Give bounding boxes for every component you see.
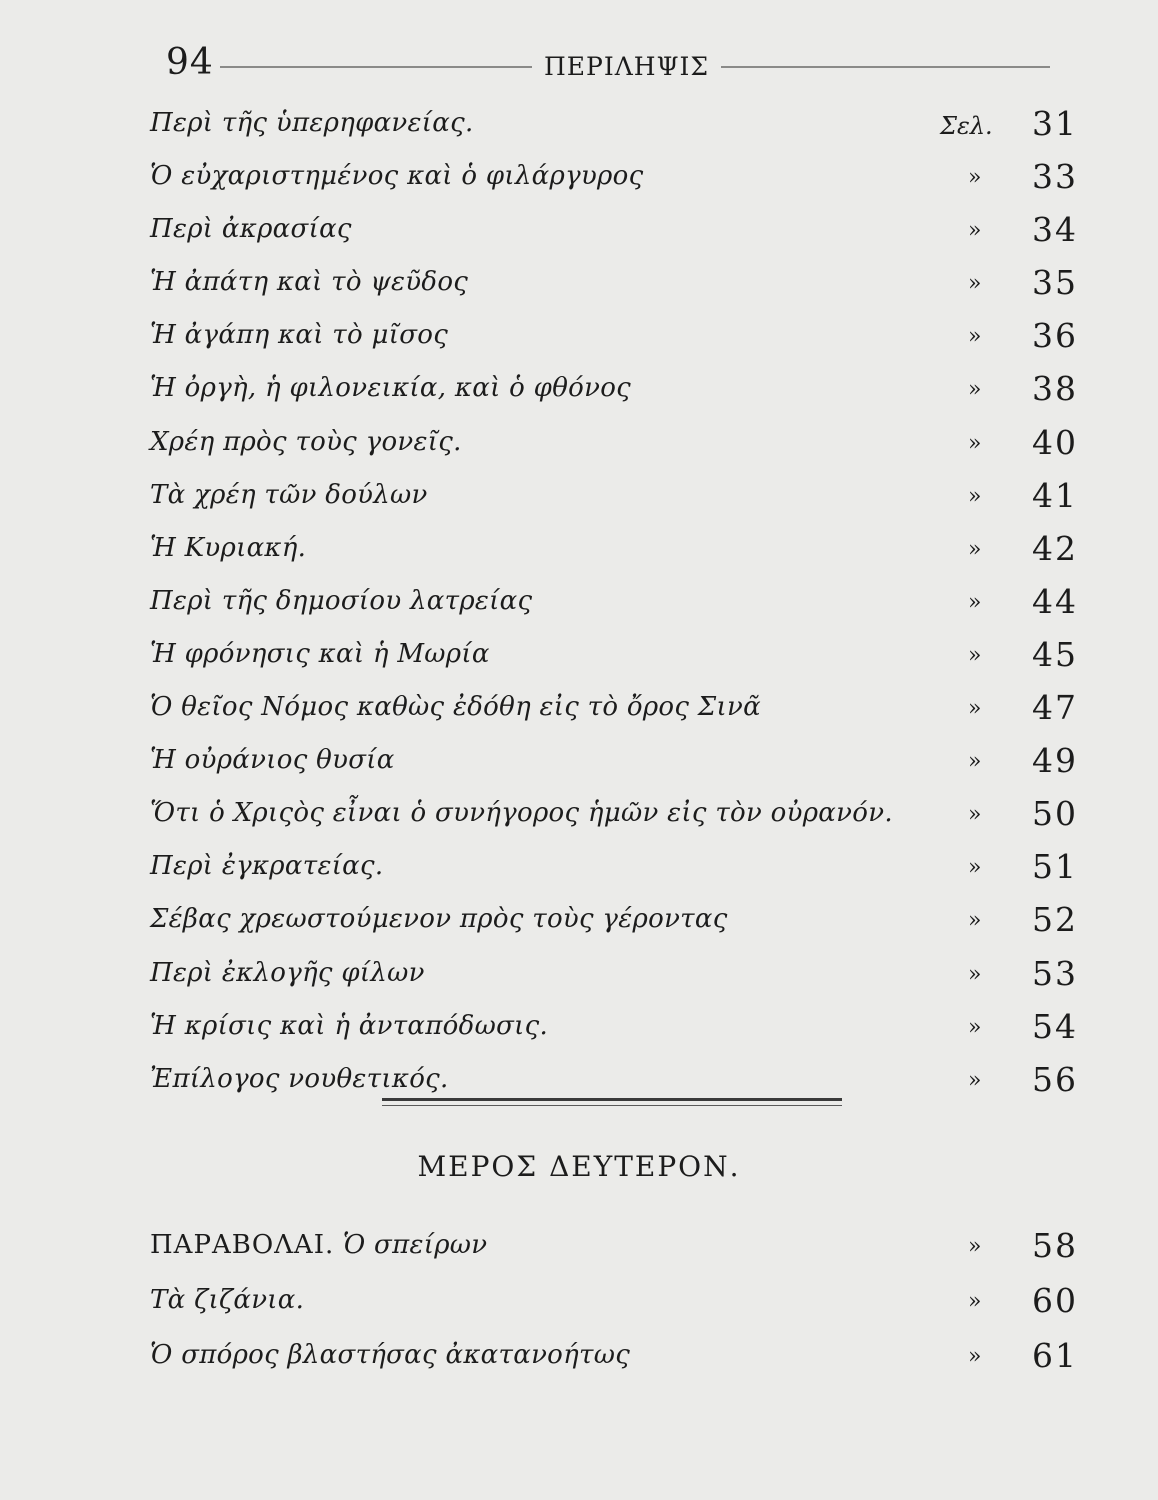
- toc-entry: [150, 472, 1080, 525]
- toc-entry: [150, 100, 1080, 153]
- page-header: [160, 40, 1060, 90]
- toc-entry: [150, 684, 1080, 737]
- ditto-mark: »: [968, 1344, 982, 1369]
- page-ref: 33: [1032, 157, 1078, 197]
- page-ref: 35: [1032, 263, 1078, 303]
- entry-title: Ἡ ἀγάπη καὶ τὸ μῖσος: [150, 320, 449, 351]
- ditto-mark: »: [968, 696, 982, 722]
- entry-title: Περὶ ἐκλογῆς φίλων: [150, 957, 425, 988]
- toc-entry: [150, 365, 1080, 418]
- page-ref: 53: [1032, 953, 1078, 993]
- toc-entry: [150, 206, 1080, 259]
- toc-entry: [150, 153, 1080, 206]
- page-number: 94: [166, 42, 214, 83]
- page-ref: 50: [1032, 794, 1078, 834]
- page-ref: 60: [1032, 1281, 1078, 1320]
- toc-entry: [150, 578, 1080, 631]
- toc-entry: [150, 259, 1080, 312]
- page-ref: 31: [1032, 104, 1078, 143]
- page-ref: 45: [1032, 634, 1078, 674]
- entry-title: Ἡ οὐράνιος θυσία: [150, 745, 395, 776]
- page-ref: 44: [1032, 581, 1078, 621]
- ditto-mark: »: [968, 483, 982, 509]
- entry-title: Ὅτι ὁ Χριςὸς εἶναι ὁ συνήγορος ἡμῶν εἰς τὸν οὐρανόν.: [150, 798, 893, 829]
- section-divider: [382, 1098, 842, 1106]
- entry-text: Ὁ σπείρων: [342, 1230, 488, 1260]
- toc-entry: [150, 525, 1080, 578]
- ditto-mark: »: [968, 1289, 982, 1314]
- entry-title: Ἡ ἀπάτη καὶ τὸ ψεῦδος: [150, 267, 469, 298]
- page-ref: 61: [1032, 1336, 1078, 1375]
- page-ref: 51: [1032, 847, 1078, 887]
- page-ref: 47: [1032, 688, 1078, 728]
- ditto-mark: »: [968, 430, 982, 456]
- ditto-mark: »: [968, 1014, 982, 1040]
- entry-title: Ὁ θεῖος Νόμος καθὼς ἐδόθη εἰς τὸ ὄρος Σινᾶ: [150, 692, 761, 723]
- section-label: ΠΑΡΑΒΟΛΑΙ.: [150, 1230, 335, 1260]
- entry-title: Ἡ κρίσις καὶ ἡ ἀνταπόδωσις.: [150, 1010, 549, 1041]
- entry-title: Τὰ χρέη τῶν δούλων: [150, 479, 428, 510]
- page-ref: 40: [1032, 422, 1078, 462]
- ditto-mark: »: [968, 961, 982, 987]
- entry-title: Περὶ τῆς δημοσίου λατρείας: [150, 585, 533, 616]
- page-marker: Σελ.: [940, 112, 993, 140]
- toc-entry: [150, 950, 1080, 1003]
- entry-title: Ὁ εὐχαριστημένος καὶ ὁ φιλάργυρος: [150, 161, 644, 192]
- page-ref: 49: [1032, 741, 1078, 781]
- ditto-mark: »: [968, 324, 982, 350]
- entry-title: Ἡ Κυριακή.: [150, 532, 307, 563]
- page-ref: 42: [1032, 528, 1078, 568]
- ditto-mark: »: [968, 377, 982, 403]
- toc-part-two: [150, 1222, 1080, 1387]
- toc-entry: [150, 312, 1080, 365]
- toc-entry: [150, 1332, 1080, 1387]
- entry-title: Ἐπίλογος νουθετικός.: [150, 1063, 449, 1094]
- toc-entry: [150, 1222, 1080, 1277]
- ditto-mark: »: [968, 855, 982, 881]
- toc-entry: [150, 737, 1080, 790]
- ditto-mark: »: [968, 165, 982, 191]
- ditto-mark: »: [968, 1067, 982, 1093]
- entry-title: Περὶ τῆς ὑπερηφανείας.: [150, 108, 474, 138]
- entry-title: Ὁ σπόρος βλαστήσας ἀκατανοήτως: [150, 1340, 631, 1370]
- ditto-mark: »: [968, 536, 982, 562]
- page-ref: 34: [1032, 210, 1078, 250]
- ditto-mark: »: [968, 1234, 982, 1259]
- ditto-mark: »: [968, 908, 982, 934]
- ditto-mark: »: [968, 642, 982, 668]
- page-ref: 36: [1032, 316, 1078, 356]
- page-ref: 58: [1032, 1226, 1078, 1265]
- toc-entry: [150, 790, 1080, 843]
- entry-title: Περὶ ἐγκρατείας.: [150, 851, 384, 882]
- entry-title: Χρέη πρὸς τοὺς γονεῖς.: [150, 426, 462, 457]
- entry-title: Ἡ ὀργὴ, ἡ φιλονεικία, καὶ ὁ φθόνος: [150, 373, 632, 404]
- page-ref: 41: [1032, 475, 1078, 515]
- page-ref: 38: [1032, 369, 1078, 409]
- toc-entry: [150, 1003, 1080, 1056]
- toc-entry: [150, 896, 1080, 949]
- entry-title: Σέβας χρεωστούμενον πρὸς τοὺς γέροντας: [150, 904, 728, 935]
- toc-entry: [150, 631, 1080, 684]
- page-ref: 54: [1032, 1006, 1078, 1046]
- toc-entry: [150, 843, 1080, 896]
- entry-title: [150, 1230, 487, 1260]
- part-two-heading: ΜΕΡΟΣ ΔΕΥΤΕΡΟΝ.: [417, 1150, 741, 1183]
- entry-title: Περὶ ἀκρασίας: [150, 214, 352, 245]
- ditto-mark: »: [968, 802, 982, 828]
- toc-part-one: [150, 100, 1080, 1109]
- running-title: ΠΕΡΙΛΗΨΙΣ: [532, 52, 721, 81]
- toc-entry: [150, 419, 1080, 472]
- entry-title: Τὰ ζιζάνια.: [150, 1285, 305, 1315]
- page-ref: 52: [1032, 900, 1078, 940]
- entry-title: Ἡ φρόνησις καὶ ἡ Μωρία: [150, 638, 490, 669]
- ditto-mark: »: [968, 271, 982, 297]
- ditto-mark: »: [968, 749, 982, 775]
- ditto-mark: »: [968, 218, 982, 244]
- page-ref: 56: [1032, 1059, 1078, 1099]
- toc-entry: [150, 1277, 1080, 1332]
- ditto-mark: »: [968, 589, 982, 615]
